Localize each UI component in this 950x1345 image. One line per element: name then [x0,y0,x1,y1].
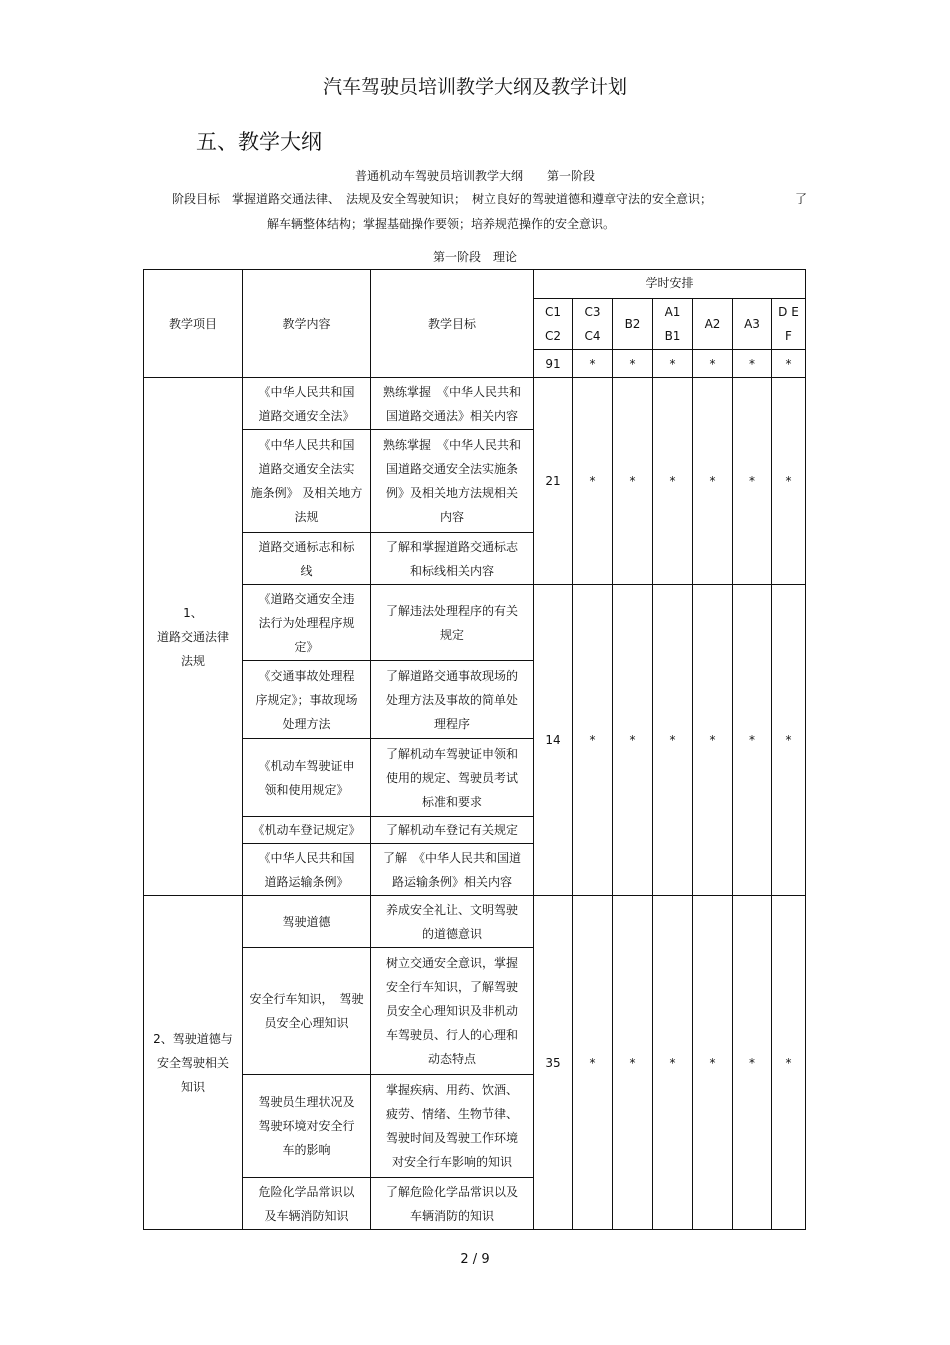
goal-text: 了解机动车登记有关规定 [385,823,518,837]
goal-cell [371,896,534,948]
content-text: 序规定》；事故现场 [255,692,358,707]
license-class-cell [534,299,573,350]
hours-cell: * [693,585,733,896]
content-text: 领和使用规定》 [264,782,349,797]
content-text: 驾驶道德 [282,914,331,929]
content-text: 危险化学品常识以 [258,1184,355,1199]
header-project: 教学项目 [144,270,243,378]
hours-total-cell: * [613,350,653,378]
hours-cell: * [772,896,806,1230]
content-text: 《道路交通安全违 [258,591,355,606]
content-text: 驾驶环境对安全行 [258,1119,355,1133]
goal-cell [371,1178,534,1230]
license-class-cell [653,299,693,350]
goal-text: 掌握疾病、用药、饮酒、 [385,1083,518,1097]
content-text: 法规 [294,510,319,524]
content-text: 法行为处理程序规 [258,615,355,630]
license-class-cell [693,299,733,350]
content-text: 驾驶员生理状况及 [258,1095,355,1109]
project-cell [144,378,243,896]
table-row [144,896,806,948]
content-text: 《中华人民共和国 [258,850,355,865]
goal-text: 安全行车知识，了解驾驶 [385,980,518,994]
goal-text: 了解和掌握道路交通标志 [385,539,518,554]
goal-text: 员安全心理知识及非机动 [385,1004,518,1018]
hours-cell: * [653,378,693,585]
license-class-label: B1 [664,329,681,343]
content-text: 《机动车登记规定》 [252,823,361,837]
goal-text: 了解违法处理程序的有关 [385,603,518,618]
hours-cell: 35 [534,896,573,1230]
content-text: 道路运输条例》 [264,874,349,889]
content-text: 员安全心理知识 [264,1016,349,1030]
goal-text: 理程序 [433,716,470,731]
hours-cell: * [573,896,613,1230]
syllabus-subtitle: 普通机动车驾驶员培训教学大纲 第一阶段 [354,169,595,183]
header-hours: 学时安排 [534,270,806,299]
goal-text: 了解道路交通事故现场的 [385,668,518,683]
stage-goal-line-2: 解车辆整体结构；掌握基础操作要领；培养规范操作的安全意识。 [267,217,616,231]
hours-cell: * [653,896,693,1230]
goal-text: 路运输条例》相关内容 [391,874,512,889]
content-text: 道路交通安全法实 [258,462,355,476]
goal-text: 车驾驶员、行人的心理和 [385,1028,518,1042]
license-class-label: C4 [584,329,601,343]
goal-text: 车辆消防的知识 [409,1208,494,1223]
table-caption: 第一阶段 理论 [432,250,517,264]
hours-cell: * [613,896,653,1230]
hours-cell: * [733,585,772,896]
project-label: 道路交通法律 [156,629,229,644]
hours-cell: * [733,378,772,585]
hours-cell: 14 [534,585,573,896]
hours-cell: * [613,378,653,585]
content-text: 线 [300,563,313,578]
goal-text: 了解机动车驾驶证申领和 [385,746,518,761]
license-class-label: F [785,329,792,343]
hours-cell: * [733,896,772,1230]
license-class-label: C1 [544,305,561,319]
syllabus-table [143,269,806,1230]
content-text: 定》 [294,639,319,654]
content-cell [243,378,371,430]
project-cell [144,896,243,1230]
goal-text: 处理方法及事故的简单处 [385,692,518,707]
document-title: 汽车驾驶员培训教学大纲及教学计划 [322,76,627,98]
content-cell [243,948,371,1075]
goal-text: 驾驶时间及驾驶工作环境 [385,1131,518,1145]
content-cell [243,844,371,896]
license-class-label: A2 [704,317,721,331]
license-class-cell [772,299,806,350]
license-class-cell [613,299,653,350]
project-label: 安全驾驶相关 [156,1055,229,1070]
hours-cell: * [772,378,806,585]
goal-text: 使用的规定、驾驶员考试 [385,770,518,785]
content-cell [243,1178,371,1230]
goal-text: 国道路交通法》相关内容 [385,408,518,423]
hours-cell: * [573,585,613,896]
content-cell [243,817,371,844]
content-text: 《中华人民共和国 [258,438,355,452]
goal-text: 了解 《中华人民共和国道 [382,850,521,865]
goal-cell [371,661,534,739]
hours-cell: * [573,378,613,585]
goal-text: 的道德意识 [421,926,482,941]
hours-total-cell: 91 [534,350,573,378]
goal-text: 国道路交通安全法实施条 [385,462,518,476]
table-row [144,585,806,661]
license-class-label: A1 [664,305,681,319]
hours-cell: * [693,378,733,585]
goal-cell [371,378,534,430]
goal-text: 对安全行车影响的知识 [391,1155,512,1169]
header-row [144,270,806,299]
project-label: 1、 [183,605,203,620]
goal-text: 熟练掌握 《中华人民共和 [382,438,521,452]
goal-text: 标准和要求 [421,794,482,809]
stage-goal-line-1 [172,190,807,207]
content-cell [243,1075,371,1178]
goal-text: 内容 [439,510,464,524]
license-class-label: C3 [584,305,601,319]
content-text: 安全行车知识， 驾驶 [249,992,364,1006]
license-class-label: B2 [624,317,641,331]
content-cell [243,430,371,533]
hours-cell: * [653,585,693,896]
goal-cell [371,739,534,817]
project-label: 法规 [180,653,205,668]
goal-cell [371,948,534,1075]
goal-text: 了解危险化学品常识以及 [385,1184,518,1199]
goal-cell [371,1075,534,1178]
content-cell [243,661,371,739]
hours-total-cell: * [653,350,693,378]
header-goal: 教学目标 [371,270,534,378]
hours-cell: * [693,896,733,1230]
license-class-label: A3 [744,317,760,331]
goal-text: 树立交通安全意识，掌握 [385,956,518,970]
content-text: 道路交通安全法》 [258,408,355,423]
table-row [144,378,806,430]
stage-goal-text: 阶段目标 掌握道路交通法律、 法规及安全驾驶知识； 树立良好的驾驶道德和遵章守法的安全意识； [172,192,713,206]
license-class-label: D E [778,305,799,319]
hours-total-cell: * [733,350,772,378]
goal-text: 和标线相关内容 [409,563,494,578]
content-text: 处理方法 [282,716,331,731]
stage-goal-text-end: 了 [794,192,807,206]
page-number: 2 / 9 [460,1252,490,1267]
hours-total-cell: * [693,350,733,378]
goal-cell [371,533,534,585]
goal-text: 熟练掌握 《中华人民共和 [382,384,521,399]
license-class-cell [573,299,613,350]
goal-text: 规定 [439,627,464,642]
content-cell [243,896,371,948]
header-content: 教学内容 [243,270,371,378]
hours-cell: * [613,585,653,896]
hours-cell: * [772,585,806,896]
content-text: 《交通事故处理程 [258,668,355,683]
goal-cell [371,585,534,661]
goal-cell [371,430,534,533]
goal-cell [371,844,534,896]
goal-text: 疲劳、情绪、生物节律、 [385,1107,518,1121]
content-text: 道路交通标志和标 [258,539,355,554]
content-text: 及车辆消防知识 [264,1208,349,1223]
content-cell [243,739,371,817]
license-class-label: C2 [544,329,561,343]
hours-total-cell: * [772,350,806,378]
content-cell [243,533,371,585]
goal-cell [371,817,534,844]
hours-cell: 21 [534,378,573,585]
goal-text: 例》及相关地方法规相关 [385,486,518,500]
project-label: 知识 [180,1079,205,1094]
goal-text: 养成安全礼让、文明驾驶 [385,902,518,917]
content-text: 《机动车驾驶证申 [258,758,355,773]
hours-total-cell: * [573,350,613,378]
content-text: 《中华人民共和国 [258,384,355,399]
content-cell [243,585,371,661]
section-heading: 五、教学大纲 [196,130,322,154]
content-text: 施条例》 及相关地方 [250,486,363,500]
goal-text: 动态特点 [427,1052,476,1066]
content-text: 车的影响 [282,1143,331,1157]
license-class-cell [733,299,772,350]
project-label: 2、驾驶道德与 [153,1031,233,1046]
